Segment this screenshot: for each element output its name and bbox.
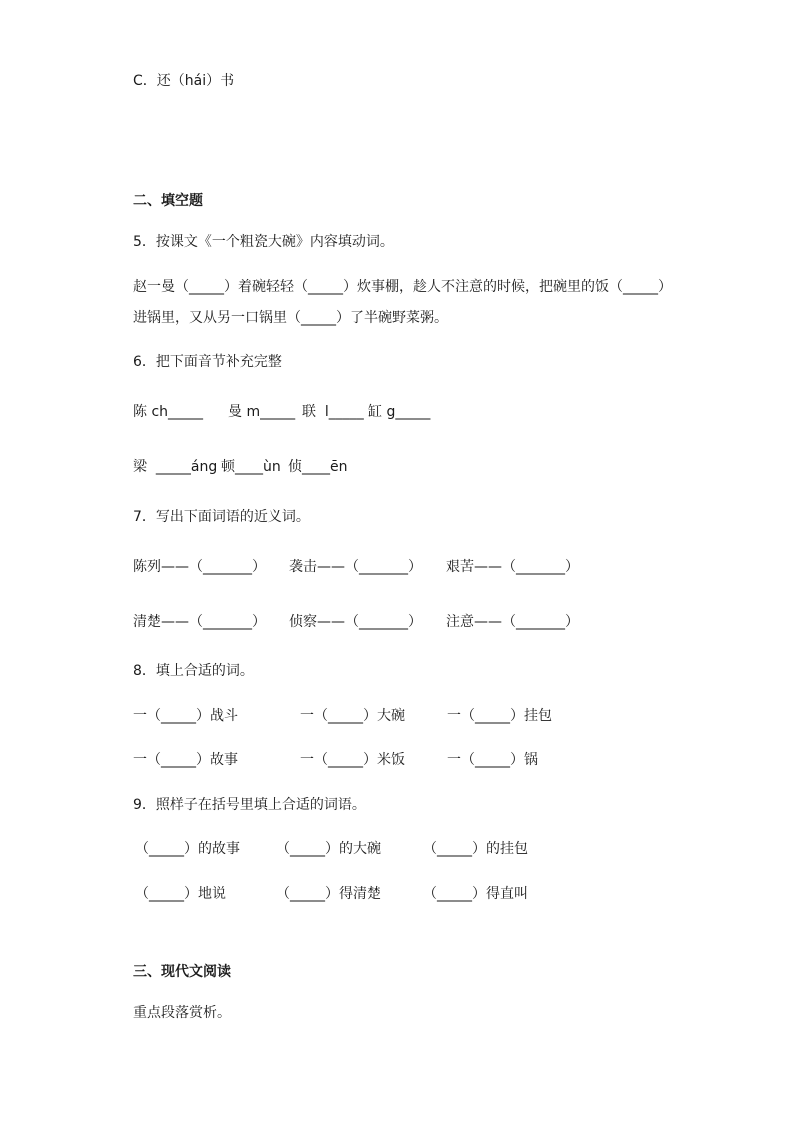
q9-item: （_____）得清楚 bbox=[276, 886, 381, 902]
q7-item: 袭击——（_______） bbox=[289, 559, 422, 575]
q7-item: 侦察——（_______） bbox=[289, 614, 422, 630]
question-5-line-2: 进锅里，又从另一口锅里（_____）了半碗野菜粥。 bbox=[133, 310, 448, 326]
q9-item: （_____）地说 bbox=[135, 886, 226, 902]
q6-item: 顿____ùn bbox=[221, 459, 281, 475]
q8-item: 一（_____）米饭 bbox=[300, 752, 405, 768]
q7-item: 清楚——（_______） bbox=[133, 614, 266, 630]
section-heading-reading: 三、现代文阅读 bbox=[133, 964, 231, 980]
q6-item: 梁 _____áng bbox=[133, 459, 218, 475]
q9-item: （_____）的挂包 bbox=[423, 841, 528, 857]
q6-item: 陈 ch_____ bbox=[133, 404, 204, 420]
q6-item: 侦____ēn bbox=[288, 459, 348, 475]
option-c: C．还（hái）书 bbox=[133, 73, 235, 89]
q7-item: 陈列——（_______） bbox=[133, 559, 266, 575]
q7-item: 注意——（_______） bbox=[446, 614, 579, 630]
q8-item: 一（_____）战斗 bbox=[133, 708, 238, 724]
question-8-prompt: 8．填上合适的词。 bbox=[133, 663, 254, 679]
q9-item: （_____）的故事 bbox=[135, 841, 240, 857]
q8-item: 一（_____）大碗 bbox=[300, 708, 405, 724]
question-9-prompt: 9．照样子在括号里填上合适的词语。 bbox=[133, 797, 366, 813]
question-5-line-1: 赵一曼（_____）着碗轻轻（_____）炊事棚，趁人不注意的时候，把碗里的饭（_____） bbox=[133, 279, 672, 295]
section-heading-fill-in: 二、填空题 bbox=[133, 193, 203, 209]
q7-item: 艰苦——（_______） bbox=[446, 559, 579, 575]
question-5-prompt: 5．按课文《一个粗瓷大碗》内容填动词。 bbox=[133, 234, 394, 250]
q6-item: 联 l_____ bbox=[302, 404, 364, 420]
q9-item: （_____）得直叫 bbox=[423, 886, 528, 902]
q8-item: 一（_____）故事 bbox=[133, 752, 238, 768]
reading-intro: 重点段落赏析。 bbox=[133, 1005, 231, 1021]
q9-item: （_____）的大碗 bbox=[276, 841, 381, 857]
q8-item: 一（_____）锅 bbox=[447, 752, 538, 768]
q6-item: 缸 g_____ bbox=[368, 404, 431, 420]
question-7-prompt: 7．写出下面词语的近义词。 bbox=[133, 509, 310, 525]
q6-item: 曼 m_____ bbox=[228, 404, 296, 420]
question-6-prompt: 6．把下面音节补充完整 bbox=[133, 354, 282, 370]
q8-item: 一（_____）挂包 bbox=[447, 708, 552, 724]
